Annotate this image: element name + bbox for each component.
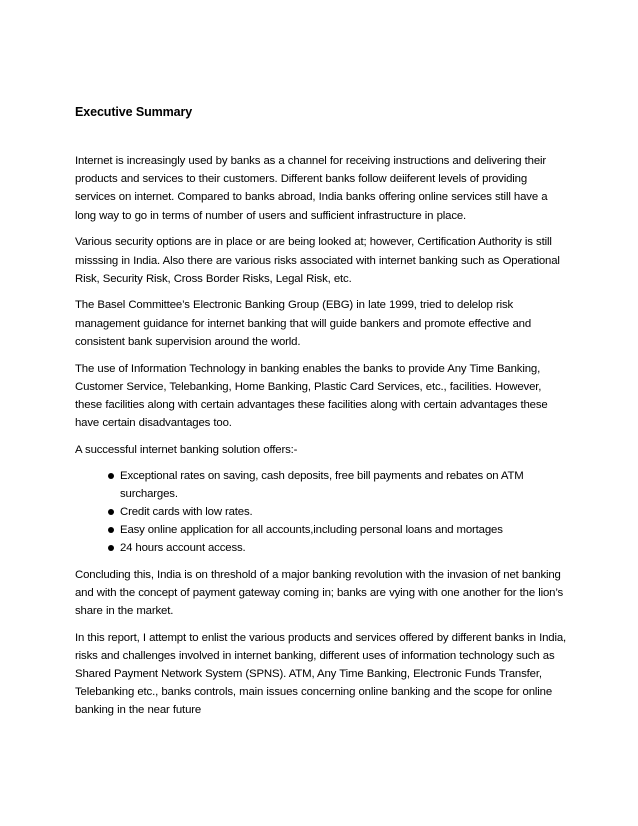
list-item-text: 24 hours account access. — [120, 542, 246, 555]
page-title: Executive Summary — [75, 105, 193, 119]
paragraph-intro: Internet is increasingly used by banks as a channel for receiving instructions and delivering their products and services to their customers. Different banks follow deiiferent levels of providing services on internet. Compared to banks abroad, India banks offering online services still have a long way to go in terms of number of users and sufficient infrastructure in place. — [75, 155, 548, 222]
paragraph-it-banking: The use of Information Technology in banking enables the banks to provide Any Time Banking, Customer Service, Telebanking, Home Banking, Plastic Card Services, etc., facilities. However, these facilities along with certain advantages these facilities along with certain advantages these have certain disadvantages too. — [75, 362, 548, 430]
document-body — [75, 104, 567, 728]
paragraph-conclusion: Concluding this, India is on threshold of a major banking revolution with the invasion of net banking and with the concept of payment gateway coming in; banks are vying with one another for the lion’s share in the market. — [75, 568, 564, 617]
paragraph-basel: The Basel Committee’s Electronic Banking Group (EBG) in late 1999, tried to delelop risk management guidance for internet banking that will guide bankers and promote effective and consistent bank supervision around the world. — [75, 299, 532, 348]
bullet-icon — [108, 527, 114, 533]
paragraph-solution-offers: A successful internet banking solution offers:- — [75, 443, 298, 456]
paragraph-report-scope: In this report, I attempt to enlist the various products and services offered by different banks in India, risks and challenges involved in internet banking, different uses of information technology such as Shared Payment Network System (SPNS). ATM, Any Time Banking, Electronic Funds Transfer, Telebanking etc., banks controls, main issues concerning online banking and the scope for online banking in the near future — [75, 631, 567, 717]
list-item — [75, 503, 567, 521]
list-item — [75, 539, 567, 557]
offers-list — [75, 467, 567, 558]
list-item — [75, 467, 567, 503]
list-item-text: Exceptional rates on saving, cash deposits, free bill payments and rebates on ATM surcharges. — [120, 469, 524, 500]
list-item-text: Credit cards with low rates. — [120, 505, 253, 518]
bullet-icon — [108, 545, 114, 551]
list-item-text: Easy online application for all accounts,including personal loans and mortages — [120, 524, 503, 537]
paragraph-security: Various security options are in place or are being looked at; however, Certification Authority is still misssing in India. Also there are various risks associated with internet banking such as Operational Risk, Security Risk, Cross Border Risks, Legal Risk, etc. — [75, 236, 560, 285]
list-item — [75, 521, 567, 539]
bullet-icon — [108, 509, 114, 515]
bullet-icon — [108, 473, 114, 479]
